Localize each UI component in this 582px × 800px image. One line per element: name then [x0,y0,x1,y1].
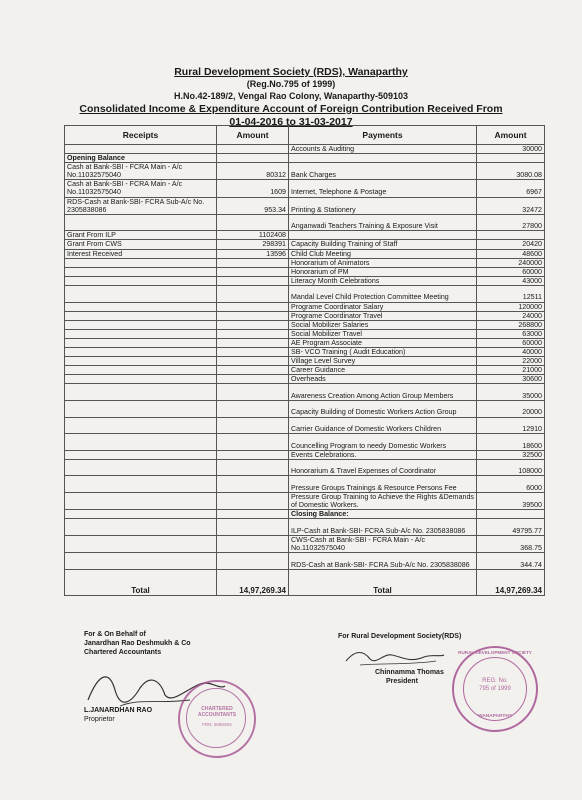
ca-stamp-text: CHARTERED ACCOUNTANTS [197,706,237,718]
table-row [65,366,545,375]
payment-amount-cell: 120000 [477,302,545,311]
payment-amount-cell: 22000 [477,357,545,366]
auditor-block [84,630,191,657]
seal-reg-label: REG. No. [482,678,508,684]
payment-amount-cell: 21000 [477,366,545,375]
table-row [65,434,545,451]
payment-amount-cell: 30600 [477,375,545,384]
receipt-cell [65,493,217,510]
table-row [65,375,545,384]
payment-cell: RDS-Cash at Bank-SBI- FCRA Sub-A/c No. 2305838086 [289,553,477,570]
payment-amount-cell: 6967 [477,180,545,197]
receipts-header: Receipts [65,126,217,145]
receipt-cell: Opening Balance [65,154,217,163]
payment-cell: Awareness Creation Among Action Group Members [289,384,477,401]
table-row [65,180,545,197]
payment-amount-cell: 18600 [477,434,545,451]
total-label: Total [65,569,217,595]
payment-amount-cell: 268800 [477,320,545,329]
table-row [65,347,545,356]
president-name: Chinnamma Thomas [375,669,444,676]
table-row [65,320,545,329]
receipt-amount-cell [217,535,289,552]
table-row [65,276,545,285]
receipt-amount-cell [217,434,289,451]
receipt-cell [65,338,217,347]
payment-cell: Accounts & Auditing [289,145,477,154]
payment-cell: Pressure Groups Trainings & Resource Persons Fee [289,476,477,493]
receipt-amount-cell [217,154,289,163]
auditor-role: Proprietor [84,716,115,723]
receipt-amount-cell [217,384,289,401]
receipt-amount-cell [217,258,289,267]
table-row [65,510,545,519]
receipt-cell [65,347,217,356]
receipt-cell [65,459,217,476]
payment-amount-cell: 108000 [477,459,545,476]
payment-amount-cell: 43000 [477,276,545,285]
payment-cell: Social Mobilizer Salaries [289,320,477,329]
income-expenditure-table [64,125,545,596]
president-signature [340,643,450,671]
receipt-cell [65,400,217,417]
receipt-amount-cell: 80312 [217,163,289,180]
payment-cell: Overheads [289,375,477,384]
seal-reg-number: 795 of 1999 [479,686,511,692]
receipt-amount-cell: 13596 [217,249,289,258]
receipt-amount-cell [217,320,289,329]
payment-amount-cell [477,154,545,163]
payment-cell: Anganwadi Teachers Training & Exposure Visit [289,214,477,231]
table-row [65,249,545,258]
receipt-cell [65,450,217,459]
payment-amount-cell: 368.75 [477,535,545,552]
payment-amount-cell: 63000 [477,329,545,338]
table-row [65,384,545,401]
seal-town: WANAPARTHY [477,714,513,719]
payment-amount-cell: 344.74 [477,553,545,570]
payment-cell: Councelling Program to needy Domestic Workers [289,434,477,451]
org-name: Rural Development Society (RDS), Wanaparthy [174,66,408,78]
receipt-cell [65,267,217,276]
receipt-amount-cell [217,519,289,536]
table-row [65,535,545,552]
receipt-amount-cell: 298391 [217,240,289,249]
payment-amount-cell: 35000 [477,384,545,401]
receipt-amount-cell [217,366,289,375]
payment-amount-cell: 24000 [477,311,545,320]
payment-cell: AE Program Associate [289,338,477,347]
payment-amount-cell: 240000 [477,258,545,267]
president-org: For Rural Development Society(RDS) [338,633,462,640]
table-row [65,311,545,320]
receipt-amount-cell [217,476,289,493]
receipt-amount-cell [217,400,289,417]
receipt-cell [65,311,217,320]
payment-amount-cell: 30000 [477,145,545,154]
table-row [65,197,545,214]
receipt-amount-cell [217,347,289,356]
amount-header: Amount [217,126,289,145]
receipt-cell [65,302,217,311]
amount-header-2: Amount [477,126,545,145]
table-row [65,145,545,154]
table-row [65,476,545,493]
receipt-cell [65,510,217,519]
table-row [65,231,545,240]
table-row [65,338,545,347]
document-title: Consolidated Income & Expenditure Account of Foreign Contribution Received From [79,103,503,115]
payment-cell: Social Mobilizer Travel [289,329,477,338]
receipt-amount-cell [217,450,289,459]
payment-cell [289,231,477,240]
auditor-signatory [84,706,152,724]
registration-number: (Reg.No.795 of 1999) [246,79,336,89]
receipt-amount-cell [217,276,289,285]
payment-cell: Carrier Guidance of Domestic Workers Children [289,417,477,434]
payment-cell: Honorarium of PM [289,267,477,276]
receipt-amount-cell [217,459,289,476]
payment-amount-cell: 12511 [477,285,545,302]
address: H.No.42-189/2, Vengal Rao Colony, Wanaparthy-509103 [173,91,409,101]
receipt-amount-cell [217,357,289,366]
total-label-2: Total [289,569,477,595]
payment-amount-cell: 39500 [477,493,545,510]
table-row [65,400,545,417]
receipt-amount-cell [217,267,289,276]
ca-stamp [178,680,256,758]
payment-cell: CWS-Cash at Bank-SBI - FCRA Main - A/c No.11032575040 [289,535,477,552]
society-seal [452,646,538,732]
payment-cell: Village Level Survey [289,357,477,366]
receipt-cell [65,320,217,329]
payment-amount-cell: 20420 [477,240,545,249]
table-row [65,285,545,302]
receipt-amount-cell [217,311,289,320]
payment-cell: Internet, Telephone & Postage [289,180,477,197]
payment-cell: ILP-Cash at Bank-SBI- FCRA Sub-A/c No. 2305838086 [289,519,477,536]
table-row [65,553,545,570]
payment-amount-cell: 60000 [477,338,545,347]
receipt-amount-cell [217,214,289,231]
table-row [65,450,545,459]
receipt-cell [65,535,217,552]
payments-header: Payments [289,126,477,145]
payment-amount-cell: 32472 [477,197,545,214]
payment-amount-cell: 3080.08 [477,163,545,180]
receipt-cell: Grant From CWS [65,240,217,249]
receipt-amount-cell [217,493,289,510]
receipt-cell [65,214,217,231]
payment-amount-cell: 12910 [477,417,545,434]
payment-cell: Bank Charges [289,163,477,180]
payment-cell: Capacity Building of Domestic Workers Action Group [289,400,477,417]
receipt-amount-cell [217,553,289,570]
president-block [338,632,461,641]
receipt-amount-cell [217,417,289,434]
receipt-cell [65,329,217,338]
payment-amount-cell: 32500 [477,450,545,459]
payment-cell: Pressure Group Training to Achieve the Rights &Demands of Domestic Workers. [289,493,477,510]
payment-amount-cell [477,231,545,240]
payment-cell: Child Club Meeting [289,249,477,258]
receipt-cell [65,519,217,536]
total-payments: 14,97,269.34 [477,569,545,595]
payment-cell: Programe Coordinator Salary [289,302,477,311]
receipt-cell [65,145,217,154]
table-row [65,519,545,536]
payment-cell: Honorarium & Travel Expenses of Coordinator [289,459,477,476]
receipt-amount-cell [217,375,289,384]
payment-amount-cell: 40000 [477,347,545,356]
receipt-cell [65,384,217,401]
receipt-cell [65,276,217,285]
receipt-amount-cell: 1609 [217,180,289,197]
table-row [65,258,545,267]
document-period: 01-04-2016 to 31-03-2017 [229,116,353,128]
receipt-cell [65,434,217,451]
table-row [65,302,545,311]
receipt-cell: Interest Received [65,249,217,258]
table-row [65,329,545,338]
receipt-amount-cell [217,285,289,302]
auditor-name: L.JANARDHAN RAO [84,707,153,714]
receipt-cell: RDS-Cash at Bank-SBI- FCRA Sub-A/c No. 2305838086 [65,197,217,214]
table-row [65,417,545,434]
payment-cell: Mandal Level Child Protection Committee Meeting [289,285,477,302]
receipt-amount-cell: 1102408 [217,231,289,240]
table-row [65,214,545,231]
receipt-amount-cell [217,329,289,338]
table-body [65,145,545,570]
president-signatory [375,668,444,686]
receipt-cell: Cash at Bank-SBI - FCRA Main - A/c No.11032575040 [65,163,217,180]
receipt-cell [65,285,217,302]
total-row [65,569,545,595]
payment-amount-cell: 48600 [477,249,545,258]
auditor-type: Chartered Accountants [84,649,162,656]
payment-cell: Closing Balance: [289,510,477,519]
table-header-row [65,126,545,145]
payment-amount-cell [477,510,545,519]
payment-amount-cell: 27800 [477,214,545,231]
receipt-cell: Grant From ILP [65,231,217,240]
receipt-cell: Cash at Bank-SBI - FCRA Main - A/c No.11032575040 [65,180,217,197]
receipt-cell [65,357,217,366]
payment-cell: Literacy Month Celebrations [289,276,477,285]
payment-cell: Printing & Stationery [289,197,477,214]
payment-cell: Capacity Building Training of Staff [289,240,477,249]
seal-name: RURAL DEVELOPMENT SOCIETY [458,650,532,655]
receipt-cell [65,366,217,375]
receipt-amount-cell [217,145,289,154]
receipt-amount-cell [217,510,289,519]
payment-cell: Career Guidance [289,366,477,375]
payment-cell: Honorarium of Animators [289,258,477,267]
payment-cell: SB- VCO Training ( Audit Education) [289,347,477,356]
receipt-cell [65,258,217,267]
payment-amount-cell: 60000 [477,267,545,276]
payment-amount-cell: 20000 [477,400,545,417]
table-row [65,154,545,163]
payment-amount-cell: 6000 [477,476,545,493]
table-row [65,357,545,366]
table-row [65,267,545,276]
table-row [65,493,545,510]
ca-stamp-frn: FRN: 008839S [202,722,232,727]
payment-amount-cell: 49795.77 [477,519,545,536]
payment-cell: Events Celebrations. [289,450,477,459]
receipt-cell [65,476,217,493]
table-row [65,163,545,180]
payment-cell [289,154,477,163]
auditor-firm: Janardhan Rao Deshmukh & Co [84,640,191,647]
payment-cell: Programe Coordinator Travel [289,311,477,320]
receipt-amount-cell: 953.34 [217,197,289,214]
receipt-cell [65,417,217,434]
receipt-amount-cell [217,338,289,347]
president-role: President [386,678,418,685]
receipt-cell [65,553,217,570]
table-row [65,240,545,249]
auditor-line1: For & On Behalf of [84,631,146,638]
receipt-amount-cell [217,302,289,311]
total-receipts: 14,97,269.34 [217,569,289,595]
receipt-cell [65,375,217,384]
table-row [65,459,545,476]
